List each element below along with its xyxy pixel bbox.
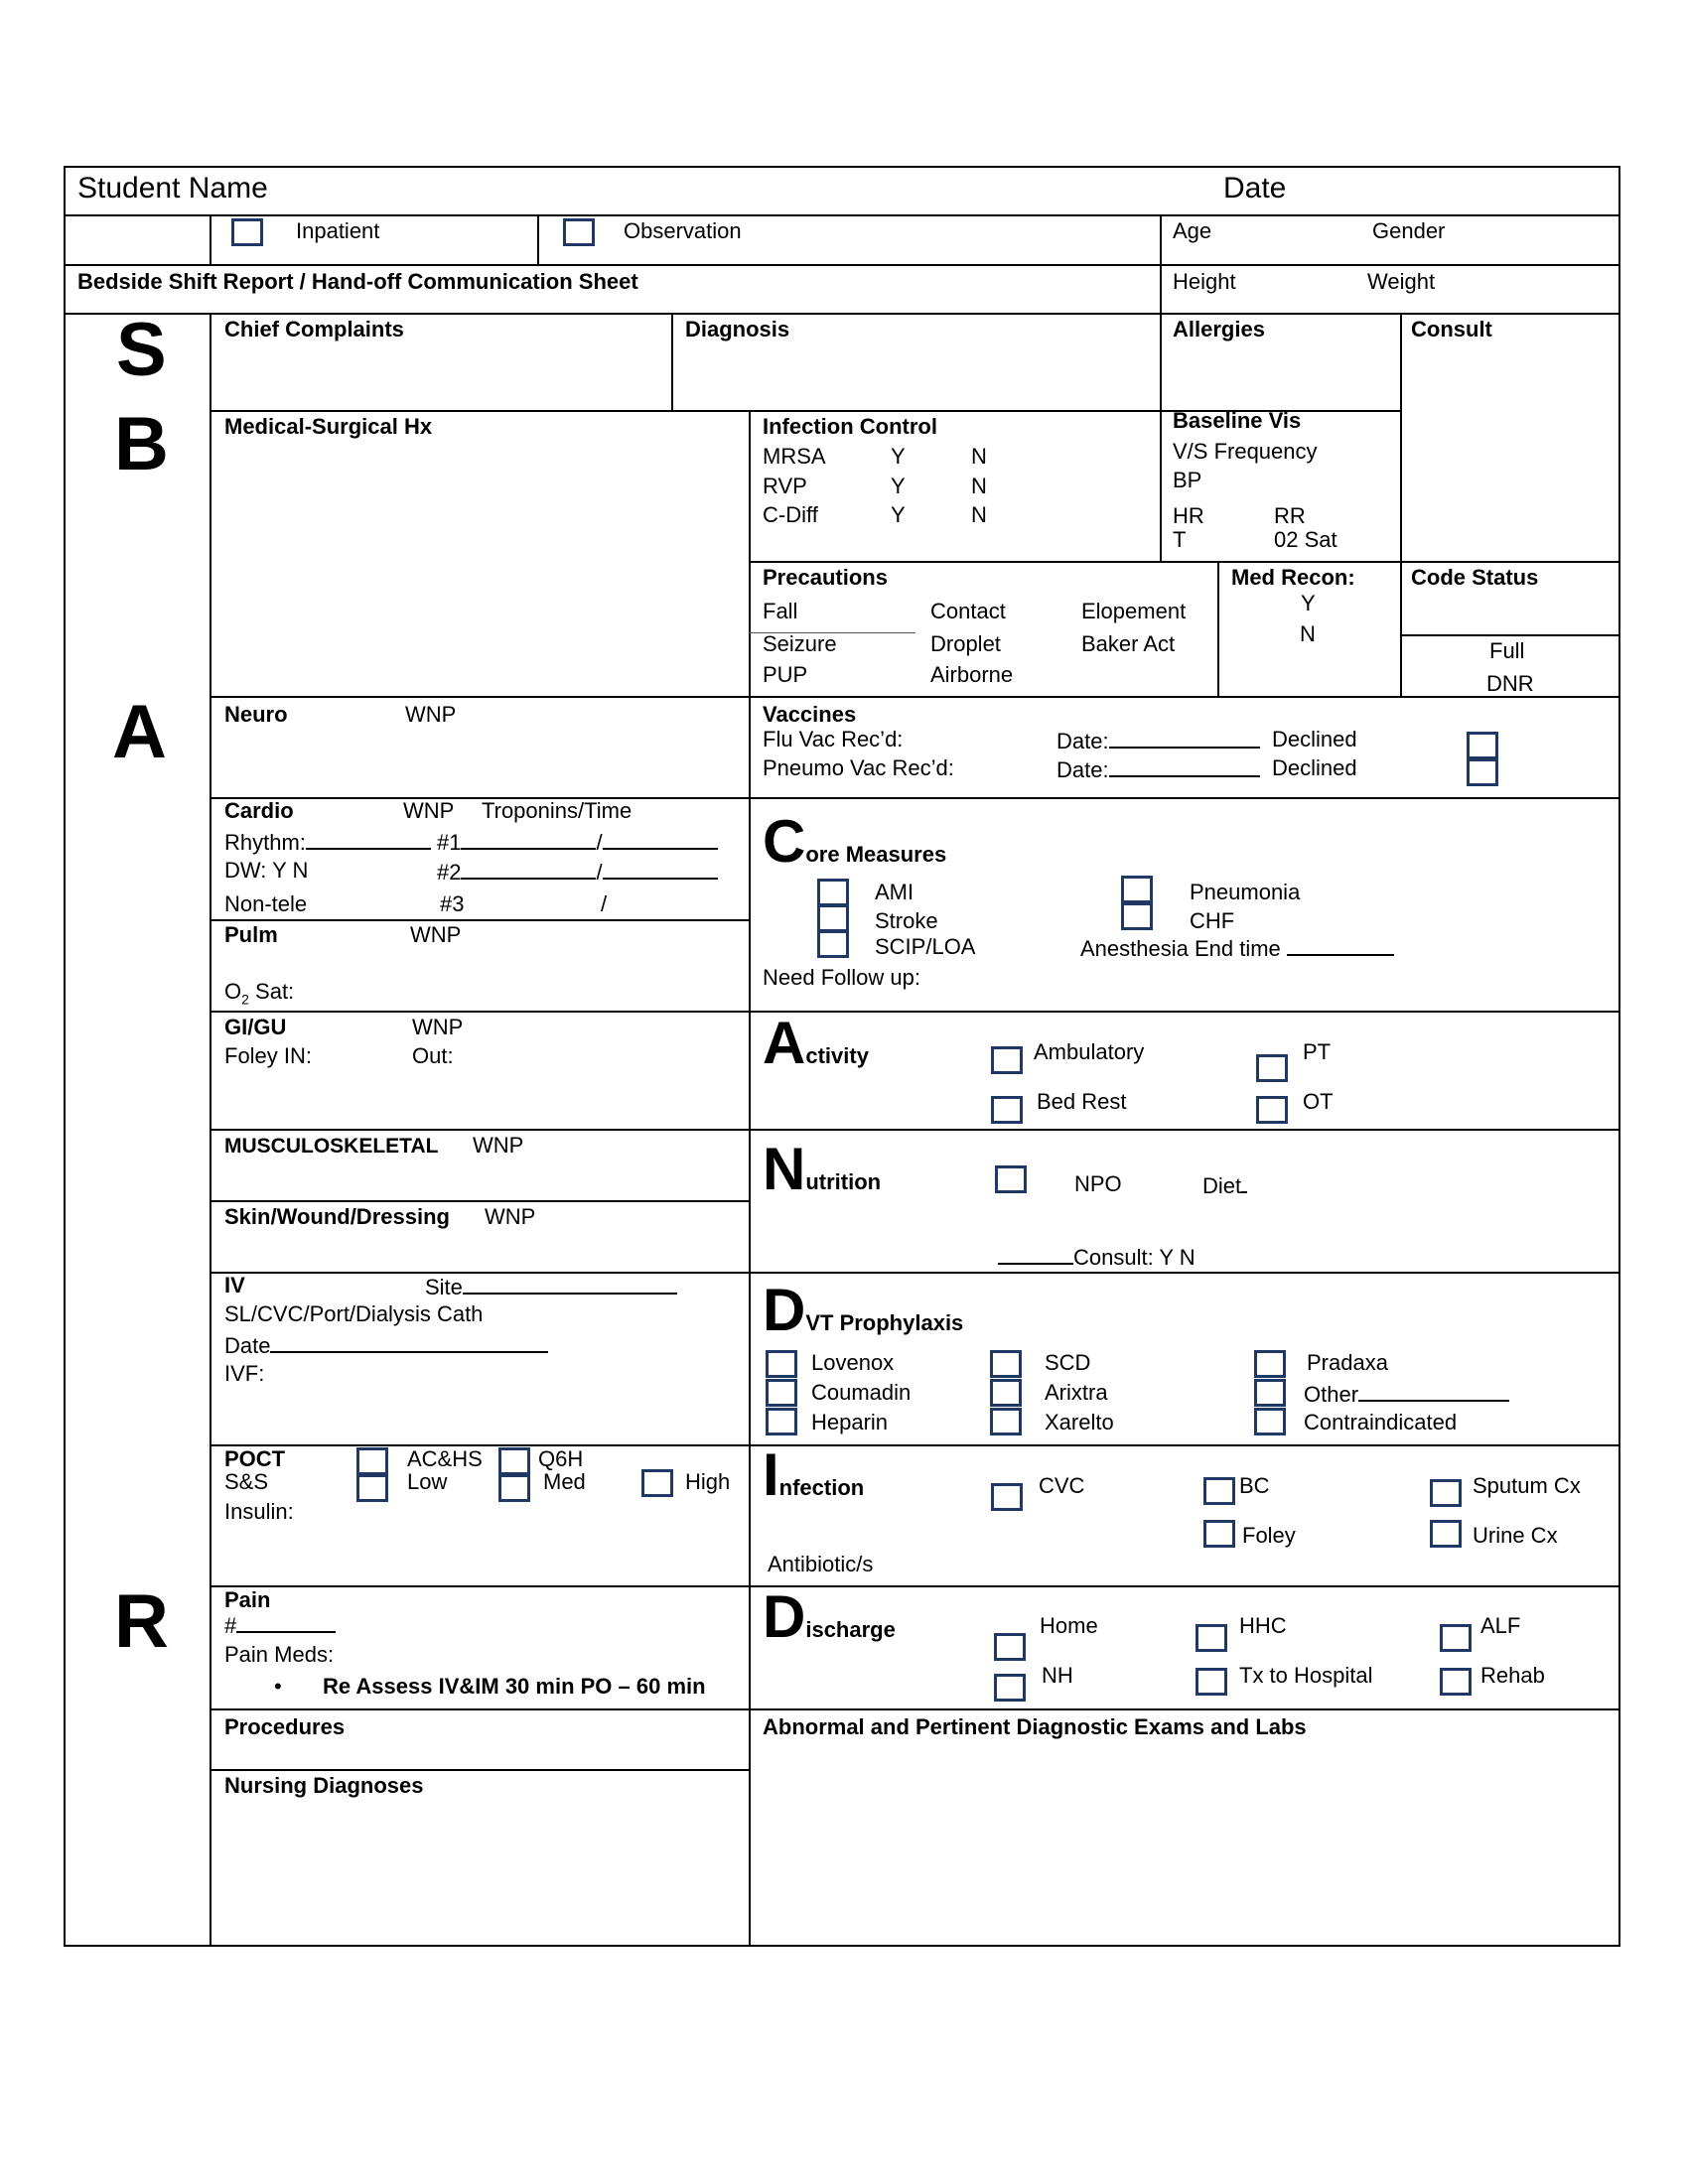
temp-label: T	[1173, 527, 1187, 552]
infection-control-title: Infection Control	[763, 414, 937, 439]
procedures-label: Procedures	[224, 1714, 346, 1739]
cardio-label: Cardio	[224, 798, 294, 823]
other-checkbox[interactable]	[1254, 1379, 1286, 1407]
sbar-s: S	[116, 308, 167, 392]
pneumo-vac-label: Pneumo Vac Rec’d:	[763, 755, 954, 780]
xarelto-label: Xarelto	[1045, 1410, 1114, 1434]
dw-label: DW: Y N	[224, 858, 309, 883]
other-label: Other	[1304, 1382, 1359, 1407]
cdiff-label: C-Diff	[763, 502, 818, 527]
troponin-3-slash: /	[601, 891, 608, 916]
ot-label: OT	[1303, 1089, 1334, 1114]
home-checkbox[interactable]	[994, 1633, 1026, 1661]
iv-site-field[interactable]	[425, 1275, 677, 1298]
scd-checkbox[interactable]	[990, 1350, 1022, 1378]
pulm-wnp: WNP	[410, 922, 462, 947]
precaution-airborne: Airborne	[930, 662, 1014, 687]
troponin-3-label: #3	[440, 891, 465, 916]
arixtra-label: Arixtra	[1045, 1380, 1108, 1405]
sputum-label: Sputum Cx	[1473, 1473, 1581, 1498]
abnormal-labs-label: Abnormal and Pertinent Diagnostic Exams and Labs	[763, 1714, 1307, 1739]
troponin-2-label: #2	[437, 860, 462, 885]
tx-label: Tx to Hospital	[1239, 1663, 1373, 1688]
ami-label: AMI	[875, 880, 914, 904]
ivf-label: IVF:	[224, 1361, 265, 1386]
activity-cap: A	[763, 1010, 806, 1076]
follow-up-label: Need Follow up:	[763, 965, 920, 990]
observation-checkbox[interactable]	[563, 218, 595, 246]
discharge-title: ischarge	[805, 1617, 896, 1642]
cvc-checkbox[interactable]	[991, 1483, 1023, 1511]
foley-out-label: Out:	[412, 1043, 454, 1068]
urine-checkbox[interactable]	[1430, 1520, 1462, 1548]
o2-sat-label: 02 Sat	[1274, 527, 1337, 552]
code-status-full[interactable]: Full	[1489, 638, 1525, 663]
med-label: Med	[543, 1469, 586, 1494]
precaution-fall: Fall	[763, 599, 798, 623]
infection-heading	[763, 1441, 865, 1508]
flu-declined-checkbox[interactable]	[1467, 732, 1498, 759]
inpatient-checkbox[interactable]	[231, 218, 263, 246]
precaution-contact: Contact	[930, 599, 1006, 623]
msk-wnp: WNP	[473, 1133, 524, 1158]
dvt-title: VT Prophylaxis	[805, 1310, 964, 1335]
ami-checkbox[interactable]	[817, 879, 849, 906]
ambulatory-checkbox[interactable]	[991, 1046, 1023, 1074]
date-label: Date	[1223, 172, 1287, 205]
chief-complaints-label: Chief Complaints	[224, 317, 404, 341]
flu-date-label: Date:	[1056, 729, 1109, 753]
precaution-pup: PUP	[763, 662, 808, 687]
code-status-dnr[interactable]: DNR	[1486, 671, 1534, 696]
discharge-heading	[763, 1583, 896, 1650]
lovenox-checkbox[interactable]	[766, 1350, 797, 1378]
iv-date-label: Date	[224, 1333, 271, 1358]
non-tele-label: Non-tele	[224, 891, 308, 916]
gi-gu-label: GI/GU	[224, 1015, 287, 1039]
urine-label: Urine Cx	[1473, 1523, 1558, 1548]
code-status-title: Code Status	[1411, 565, 1539, 590]
pneumo-date-label: Date:	[1056, 757, 1109, 782]
infection-foley-label: Foley	[1242, 1523, 1296, 1548]
troponin-1-field[interactable]	[437, 830, 718, 854]
bc-checkbox[interactable]	[1203, 1477, 1235, 1505]
weight-label: Weight	[1367, 269, 1436, 294]
foley-in-label: Foley IN:	[224, 1043, 313, 1068]
core-cap: C	[763, 808, 806, 875]
infection-foley-checkbox[interactable]	[1203, 1520, 1235, 1548]
cardio-wnp: WNP	[403, 798, 455, 823]
infection-cap: I	[763, 1441, 779, 1508]
infection-title: nfection	[778, 1475, 865, 1500]
scip-checkbox[interactable]	[817, 930, 849, 958]
med-surg-hx-label: Medical-Surgical Hx	[224, 414, 433, 439]
alf-label: ALF	[1480, 1613, 1521, 1638]
q6h-label: Q6H	[538, 1446, 584, 1471]
gender-label: Gender	[1372, 218, 1446, 243]
ot-checkbox[interactable]	[1256, 1096, 1288, 1124]
scd-label: SCD	[1045, 1350, 1091, 1375]
pneumo-declined: Declined	[1272, 755, 1357, 780]
rehab-label: Rehab	[1480, 1663, 1545, 1688]
form-title: Bedside Shift Report / Hand-off Communication Sheet	[77, 269, 638, 294]
home-label: Home	[1040, 1613, 1098, 1638]
troponins-label: Troponins/Time	[482, 798, 633, 823]
coumadin-checkbox[interactable]	[766, 1379, 797, 1407]
heparin-label: Heparin	[811, 1410, 889, 1434]
rehab-checkbox[interactable]	[1440, 1668, 1472, 1696]
troponin-2-slash: /	[596, 860, 603, 885]
sbar-a: A	[112, 690, 167, 774]
ambulatory-label: Ambulatory	[1034, 1039, 1145, 1064]
low-label: Low	[407, 1469, 448, 1494]
flu-date[interactable]	[1056, 729, 1260, 752]
bedrest-checkbox[interactable]	[991, 1096, 1023, 1124]
med-checkbox[interactable]	[498, 1474, 530, 1502]
xarelto-checkbox[interactable]	[990, 1408, 1022, 1435]
heparin-checkbox[interactable]	[766, 1408, 797, 1435]
high-label: High	[685, 1469, 731, 1494]
contraindicated-label: Contraindicated	[1304, 1410, 1458, 1434]
coumadin-label: Coumadin	[811, 1380, 912, 1405]
cdiff-n[interactable]: N	[971, 502, 987, 527]
tx-checkbox[interactable]	[1196, 1668, 1227, 1696]
height-label: Height	[1173, 269, 1236, 294]
vaccines-title: Vaccines	[763, 702, 857, 727]
med-recon-y[interactable]: Y	[1301, 591, 1316, 615]
npo-label: NPO	[1074, 1171, 1122, 1196]
flu-vac-label: Flu Vac Rec’d:	[763, 727, 904, 751]
neuro-label: Neuro	[224, 702, 288, 727]
hhc-label: HHC	[1239, 1613, 1287, 1638]
bc-label: BC	[1239, 1473, 1270, 1498]
high-checkbox[interactable]	[641, 1469, 673, 1497]
hr-label: HR	[1173, 503, 1204, 528]
ss-label: S&S	[224, 1469, 269, 1494]
iv-date-field[interactable]	[224, 1333, 548, 1357]
nursing-dx-label: Nursing Diagnoses	[224, 1773, 424, 1798]
allergies-label: Allergies	[1173, 317, 1265, 341]
sbar-b: B	[114, 402, 169, 486]
age-label: Age	[1173, 218, 1212, 243]
bedrest-label: Bed Rest	[1037, 1089, 1127, 1114]
scip-label: SCIP/LOA	[875, 934, 976, 959]
sbar-r: R	[114, 1579, 169, 1664]
nh-label: NH	[1042, 1663, 1073, 1688]
reassess-note: Re Assess IV&IM 30 min PO – 60 min	[323, 1674, 706, 1699]
chf-checkbox[interactable]	[1121, 902, 1153, 930]
diet-field[interactable]	[1202, 1173, 1247, 1197]
student-name-label: Student Name	[77, 172, 268, 205]
precaution-seizure: Seizure	[763, 631, 837, 656]
nutrition-consult[interactable]	[998, 1245, 1196, 1269]
o2-sub: 2	[241, 991, 249, 1008]
rhythm-field[interactable]	[224, 830, 431, 854]
antibiotics-label: Antibiotic/s	[768, 1552, 874, 1576]
stroke-checkbox[interactable]	[817, 904, 849, 932]
cdiff-y[interactable]: Y	[891, 502, 906, 527]
chf-label: CHF	[1190, 908, 1235, 933]
cvc-label: CVC	[1039, 1473, 1085, 1498]
arixtra-checkbox[interactable]	[990, 1379, 1022, 1407]
flu-declined: Declined	[1272, 727, 1357, 751]
bullet-icon: •	[274, 1674, 282, 1699]
consult-label: Consult	[1411, 317, 1492, 341]
sputum-checkbox[interactable]	[1430, 1479, 1462, 1507]
activity-heading	[763, 1010, 869, 1076]
pneumonia-label: Pneumonia	[1190, 880, 1301, 904]
med-recon-n[interactable]: N	[1300, 621, 1316, 646]
msk-label: MUSCULOSKELETAL	[224, 1135, 439, 1158]
pt-label: PT	[1303, 1039, 1332, 1064]
precaution-elopement: Elopement	[1081, 599, 1187, 623]
pneumo-date[interactable]	[1056, 757, 1260, 781]
nutrition-cap: N	[763, 1136, 806, 1202]
anesthesia-label: Anesthesia End time	[1080, 936, 1281, 961]
core-title: ore Measures	[805, 842, 947, 867]
inpatient-label: Inpatient	[296, 218, 380, 243]
troponin-2-field[interactable]	[437, 860, 718, 884]
hhc-checkbox[interactable]	[1196, 1624, 1227, 1652]
troponin-1-label: #1	[437, 830, 462, 855]
o2-rest: Sat:	[248, 979, 295, 1004]
anesthesia-field[interactable]	[1080, 936, 1394, 960]
pneumo-declined-checkbox[interactable]	[1467, 758, 1498, 786]
precaution-droplet: Droplet	[930, 631, 1001, 656]
pain-score-field[interactable]	[224, 1613, 336, 1637]
o2-label: O	[224, 979, 242, 1004]
insulin-label: Insulin:	[224, 1499, 294, 1524]
pain-label: Pain	[224, 1587, 271, 1612]
lovenox-label: Lovenox	[811, 1350, 895, 1375]
bp-label: BP	[1173, 468, 1202, 492]
achs-label: AC&HS	[407, 1446, 483, 1471]
skin-wnp: WNP	[485, 1204, 536, 1229]
rvp-label: RVP	[763, 474, 807, 498]
precautions-title: Precautions	[763, 565, 888, 590]
achs-checkbox[interactable]	[356, 1447, 388, 1475]
mrsa-label: MRSA	[763, 444, 826, 469]
dvt-heading	[763, 1277, 964, 1343]
precaution-baker-act: Baker Act	[1081, 631, 1176, 656]
med-recon-title: Med Recon:	[1231, 565, 1355, 590]
iv-site-label: Site	[425, 1275, 463, 1299]
pradaxa-checkbox[interactable]	[1254, 1350, 1286, 1378]
nutrition-consult-label: Consult: Y N	[1073, 1245, 1196, 1270]
skin-label: Skin/Wound/Dressing	[224, 1204, 450, 1229]
diagnosis-label: Diagnosis	[685, 317, 790, 341]
o2-sat-field[interactable]	[224, 981, 294, 1006]
discharge-cap: D	[763, 1583, 806, 1650]
contraindicated-checkbox[interactable]	[1254, 1408, 1286, 1435]
gi-wnp: WNP	[412, 1015, 464, 1039]
dvt-cap: D	[763, 1277, 806, 1343]
rvp-y[interactable]: Y	[891, 474, 906, 498]
pradaxa-label: Pradaxa	[1307, 1350, 1388, 1375]
pain-hash: #	[224, 1613, 237, 1638]
npo-checkbox[interactable]	[995, 1165, 1027, 1193]
iv-label: IV	[224, 1273, 245, 1297]
mrsa-n[interactable]: N	[971, 444, 987, 469]
rvp-n[interactable]: N	[971, 474, 987, 498]
rhythm-label: Rhythm:	[224, 830, 306, 855]
rr-label: RR	[1274, 503, 1306, 528]
mrsa-y[interactable]: Y	[891, 444, 906, 469]
low-checkbox[interactable]	[356, 1474, 388, 1502]
pneumonia-checkbox[interactable]	[1121, 876, 1153, 903]
pain-meds-label: Pain Meds:	[224, 1642, 335, 1667]
core-measures-heading	[763, 808, 947, 875]
vs-frequency-label: V/S Frequency	[1173, 439, 1318, 464]
stroke-label: Stroke	[875, 908, 938, 933]
nutrition-heading	[763, 1136, 882, 1202]
nutrition-title: utrition	[805, 1169, 882, 1194]
activity-title: ctivity	[805, 1043, 869, 1068]
iv-type-label: SL/CVC/Port/Dialysis Cath	[224, 1301, 484, 1326]
observation-label: Observation	[624, 218, 742, 243]
other-field[interactable]	[1304, 1382, 1509, 1406]
nh-checkbox[interactable]	[994, 1674, 1026, 1702]
poct-label: POCT	[224, 1446, 286, 1471]
q6h-checkbox[interactable]	[498, 1447, 530, 1475]
troponin-1-slash: /	[596, 830, 603, 855]
diet-label: Diet	[1202, 1173, 1242, 1198]
pulm-label: Pulm	[224, 922, 278, 947]
alf-checkbox[interactable]	[1440, 1624, 1472, 1652]
neuro-wnp: WNP	[405, 702, 457, 727]
pt-checkbox[interactable]	[1256, 1054, 1288, 1082]
baseline-title: Baseline Vis	[1173, 408, 1302, 433]
